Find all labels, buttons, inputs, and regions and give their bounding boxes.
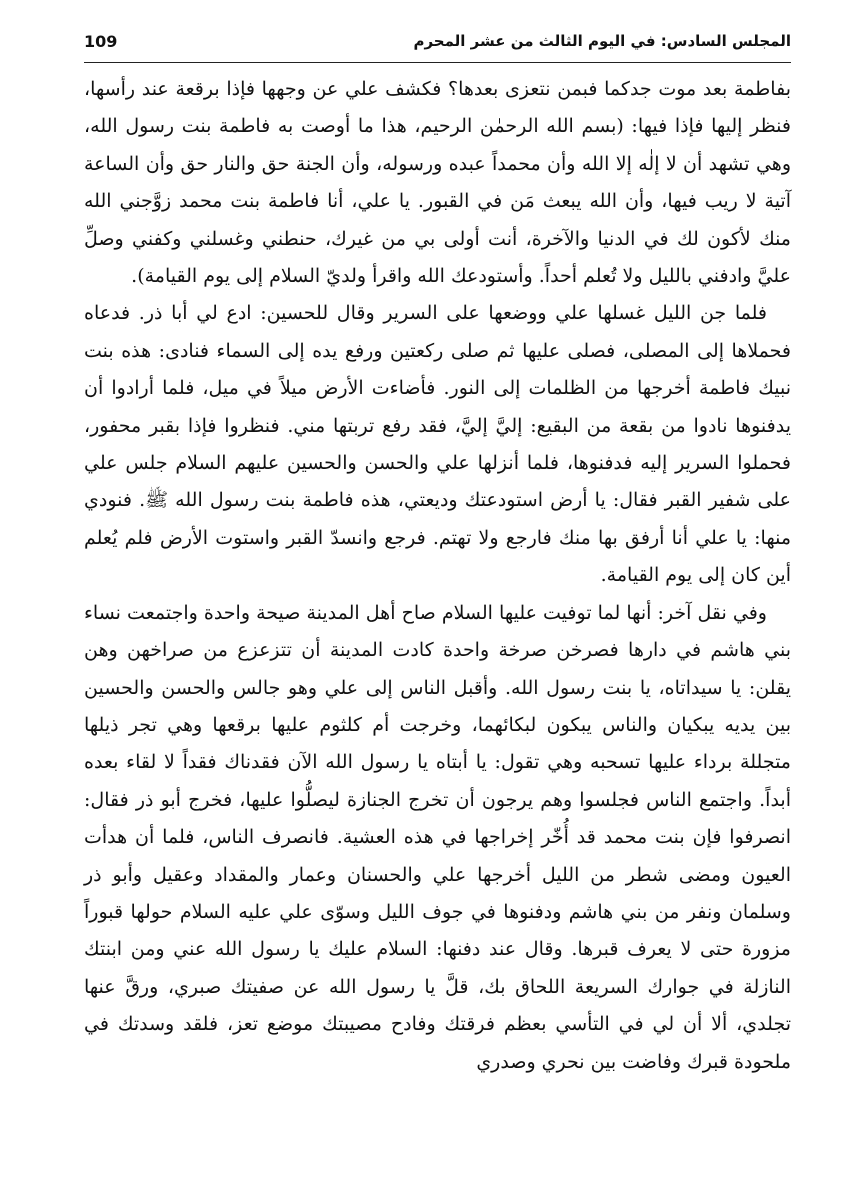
page-number: 109 [84, 32, 118, 51]
chapter-title: المجلس السادس: في اليوم الثالث من عشر المحرم [413, 32, 791, 50]
paragraph-3: وفي نقل آخر: أنها لما توفيت عليها السلام صاح أهل المدينة صيحة واحدة واجتمعت نساء بني هاشم في دارها فصرخن صرخة واحدة كادت المدينة أن تتزعزع من صراخهن وهن يقلن: يا سيداتاه، يا بنت رسول الله. وأقبل الناس إلى علي وهو جالس والحسن والحسين بين يديه يبكيان والناس يبكون لبكائهما، وخرجت أم كلثوم عليها برقعها وهي تجر ذيلها متجللة برداء عليها تسحبه وهي تقول: يا أبتاه يا رسول الله الآن فقدناك فقداً لا لقاء بعده أبداً. واجتمع الناس فجلسوا وهم يرجون أن تخرج الجنازة ليصلُّوا عليها، فخرج أبو ذر فقال: انصرفوا فإن بنت محمد قد أُخّر إخراجها في هذه العشية. فانصرف الناس، فلما أن هدأت العيون ومضى شطر من الليل أخرجها علي والحسنان وعمار والمقداد وعقيل وأبو ذر وسلمان ونفر من بني هاشم ودفنوها في جوف الليل وسوّى علي عليه السلام حولها قبوراً مزورة حتى لا يعرف قبرها. وقال عند دفنها: السلام عليك يا رسول الله عني ومن ابنتك النازلة في جوارك السريعة اللحاق بك، قلَّ يا رسول الله عن صفيتك صبري، ورقَّ عنها تجلدي، ألا أن لي في التأسي بعظم فرقتك وفادح مصيبتك موضع تعز، فلقد وسدتك في ملحودة قبرك وفاضت بين نحري وصدري [84, 601, 791, 1073]
paragraph-2: فلما جن الليل غسلها علي ووضعها على السرير وقال للحسين: ادع لي أبا ذر. فدعاه فحملاها إلى المصلى، فصلى عليها ثم صلى ركعتين ورفع يده إلى السماء فنادى: هذه بنت نبيك فاطمة أخرجها من الظلمات إلى النور. فأضاءت الأرض ميلاً في ميل، فلما أرادوا أن يدفنوها نادوا من بقعة من البقيع: إليَّ إليَّ، فقد رفع تربتها مني. فنظروا فإذا بقبر محفور، فحملوا السرير إليه فدفنوها، فلما أنزلها علي والحسن والحسين عليهم السلام جلس علي على شفير القبر فقال: يا أرض استودعتك وديعتي، هذه فاطمة بنت رسول الله ﷺ. فنودي منها: يا علي أنا أرفق بها منك فارجع ولا تهتم. فرجع وانسدّ القبر واستوت الأرض فلم يُعلم أين كان إلى يوم القيامة. [84, 302, 791, 587]
main-text [84, 71, 791, 1081]
paragraph-1: بفاطمة بعد موت جدكما فبمن نتعزى بعدها؟ فكشف علي عن وجهها فإذا برقعة عند رأسها، فنظر إليها فإذا فيها: (بسم الله الرحمٰن الرحيم، هذا ما أوصت به فاطمة بنت رسول الله، وهي تشهد أن لا إلٰه إلا الله وأن محمداً عبده ورسوله، وأن الجنة حق والنار حق وأن الساعة آتية لا ريب فيها، وأن الله يبعث مَن في القبور. يا علي، أنا فاطمة بنت محمد زوَّجني الله منك لأكون لك في الدنيا والآخرة، أنت أولى بي من غيرك، حنطني وغسلني وكفني وصلِّ عليَّ وادفني بالليل ولا تُعلم أحداً. وأستودعك الله واقرأ ولديّ السلام إلى يوم القيامة). [84, 78, 791, 288]
book-page [84, 26, 791, 1176]
running-header [84, 26, 791, 63]
